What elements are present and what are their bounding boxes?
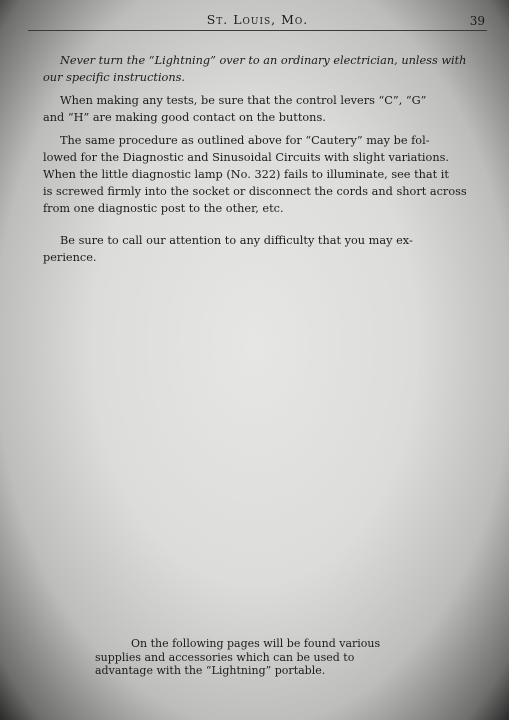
text-line: our specific instructions. <box>43 71 186 84</box>
text-line: advantage with the “Lightning” portable. <box>95 664 326 677</box>
paragraph-difficulty <box>43 232 495 266</box>
text-line: is screwed firmly into the socket or disconnect the cords and short across <box>43 185 467 198</box>
text-line: lowed for the Diagnostic and Sinusoidal Circuits with slight variations. <box>43 151 449 164</box>
text-line: perience. <box>43 251 97 264</box>
text-line: from one diagnostic post to the other, etc. <box>43 202 284 215</box>
closing-note <box>95 637 430 678</box>
page-number: 39 <box>469 14 485 28</box>
text-line: supplies and accessories which can be used to <box>95 650 355 664</box>
text-line: and “H” are making good contact on the buttons. <box>43 111 326 124</box>
running-header <box>28 6 487 31</box>
text-line: Be sure to call our attention to any difficulty that you may ex- <box>60 234 413 247</box>
paragraph-warning <box>43 52 495 86</box>
paragraph-procedure <box>43 132 495 217</box>
text-line: Never turn the “Lightning” over to an ordinary electrician, unless with <box>60 54 467 67</box>
text-line: When making any tests, be sure that the control levers “C”, “G” <box>60 94 427 107</box>
header-title: St. Louis, Mo. <box>206 12 309 27</box>
text-line: When the little diagnostic lamp (No. 322) fails to illuminate, see that it <box>43 168 449 181</box>
text-line: The same procedure as outlined above for “Cautery” may be fol- <box>60 134 430 147</box>
text-line: On the following pages will be found various <box>131 637 381 650</box>
paragraph-tests <box>43 92 495 126</box>
